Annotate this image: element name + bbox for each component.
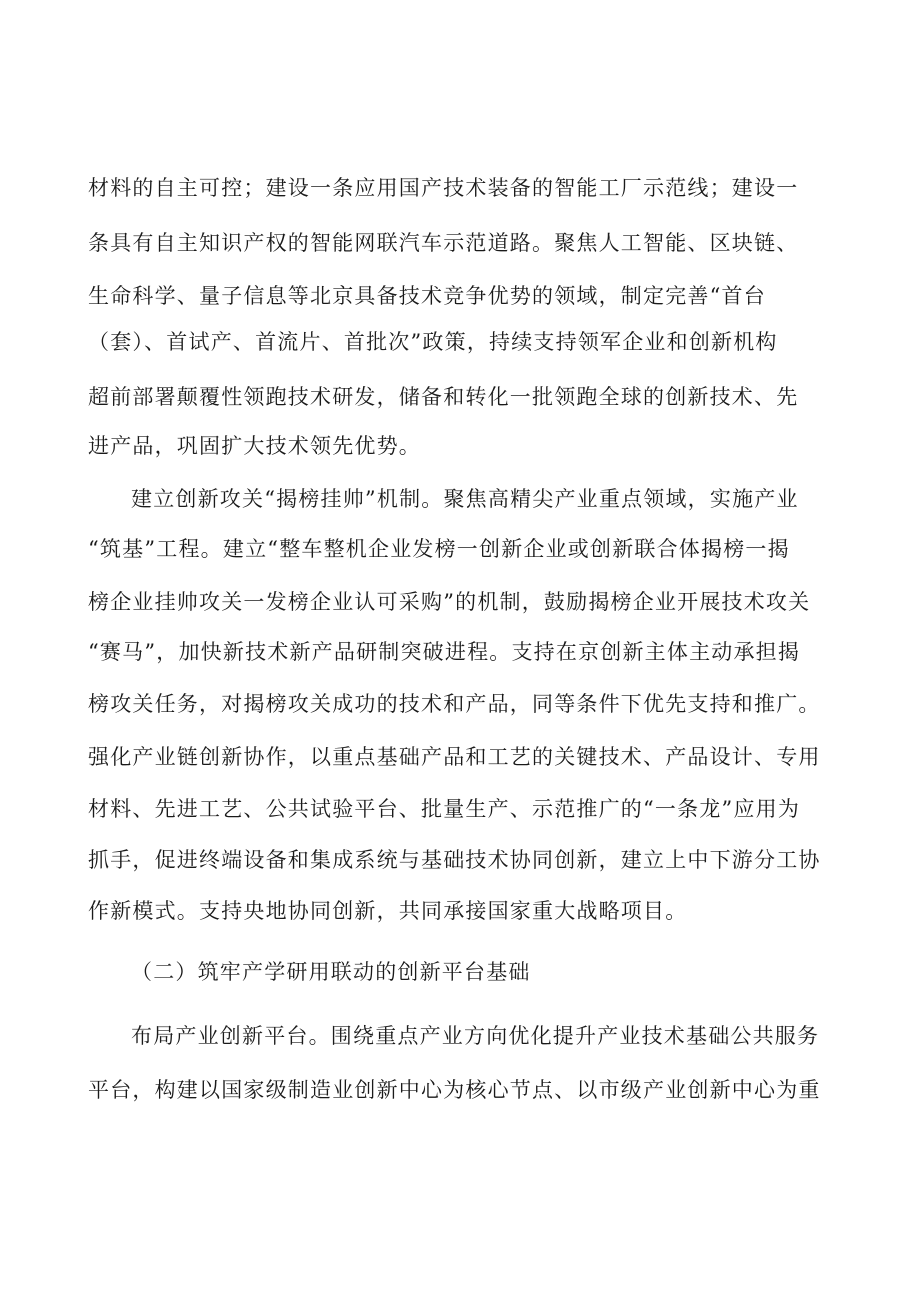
paragraph-line: “筑基”工程。建立“整车整机企业发榜一创新企业或创新联合体揭榜一揭 (88, 537, 790, 561)
paragraph-line: 强化产业链创新协作，以重点基础产品和工艺的关键技术、产品设计、专用 (88, 745, 821, 769)
paragraph-line: 材料的自主可控；建设一条应用国产技术装备的智能工厂示范线；建设一 (88, 176, 799, 200)
paragraph-line: 榜企业挂帅攻关一发榜企业认可采购”的机制，鼓励揭榜企业开展技术攻关 (88, 590, 811, 614)
paragraph-line: 抓手，促进终端设备和集成系统与基础技术协同创新，建立上中下游分工协 (88, 848, 821, 872)
paragraph-line: 材料、先进工艺、公共试验平台、批量生产、示范推广的“一条龙”应用为 (88, 797, 801, 821)
paragraph-line: 条具有自主知识产权的智能网联汽车示范道路。聚焦人工智能、区块链、 (88, 231, 799, 255)
paragraph-line: 建立创新攻关“揭榜挂帅”机制。聚焦高精尖产业重点领域，实施产业 (131, 487, 799, 511)
paragraph-line: （套）、首试产、首流片、首批次”政策，持续支持领军企业和创新机构 (88, 330, 778, 354)
paragraph-line: 平台，构建以国家级制造业创新中心为核心节点、以市级产业创新中心为重 (88, 1078, 821, 1102)
section-heading: （二）筑牢产学研用联动的创新平台基础 (131, 960, 531, 984)
paragraph-line: 超前部署颠覆性领跑技术研发，储备和转化一批领跑全球的创新技术、先 (88, 385, 799, 409)
paragraph-line: “赛马”，加快新技术新产品研制突破进程。支持在京创新主体主动承担揭 (88, 640, 801, 664)
paragraph-line: 生命科学、量子信息等北京具备技术竞争优势的领域，制定完善“首台 (88, 284, 766, 308)
paragraph-line: 进产品，巩固扩大技术领先优势。 (88, 434, 421, 458)
paragraph-line: 榜攻关任务，对揭榜攻关成功的技术和产品，同等条件下优先支持和推广。 (88, 692, 821, 716)
paragraph-line: 作新模式。支持央地协同创新，共同承接国家重大战略项目。 (88, 899, 688, 923)
paragraph-line: 布局产业创新平台。围绕重点产业方向优化提升产业技术基础公共服务 (131, 1024, 820, 1048)
